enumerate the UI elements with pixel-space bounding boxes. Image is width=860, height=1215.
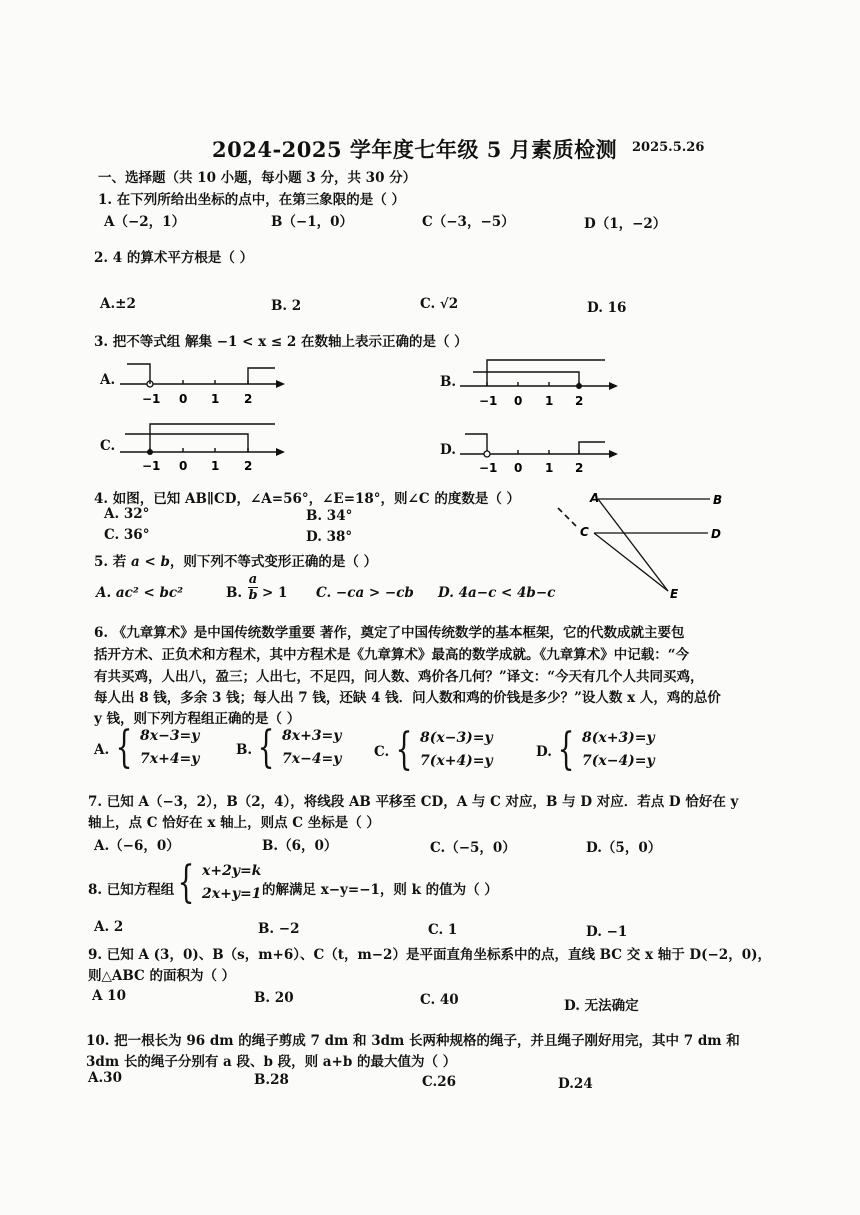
equation: 8(x−3)=y <box>420 730 493 746</box>
q1-option-d: D（1，−2） <box>584 216 667 232</box>
q5-condition: a < b <box>131 554 170 570</box>
point-label-a: A <box>590 491 600 505</box>
q9-option-b: B. 20 <box>254 990 294 1006</box>
brace: { <box>115 722 133 773</box>
tick-label: 0 <box>514 461 523 475</box>
q6-line-1: 6. 《九章算术》是中国传统数学重要 著作，奠定了中国传统数学的基本框架，它的代数成就主要包 <box>94 625 685 641</box>
q8-stem-prefix: 8. 已知方程组 <box>88 882 175 898</box>
q10-option-d: D.24 <box>558 1076 593 1092</box>
page-title: 2024-2025 学年度七年级 5 月素质检测 <box>212 137 618 162</box>
q10-line-2: 3dm 长的绳子分别有 a 段、b 段，则 a+b 的最大值为（ ） <box>86 1054 457 1070</box>
q6-option-a: A. <box>94 742 110 758</box>
q6-line-5: y 钱，则下列方程组正确的是（ ） <box>94 711 301 727</box>
tick-label: 1 <box>211 392 220 406</box>
point-label-b: B <box>713 493 723 507</box>
tick-label: 0 <box>514 394 523 408</box>
equation: x+2y=k <box>202 863 262 879</box>
q5-option-b-rest: > 1 <box>262 585 288 601</box>
q2-option-c: C. √2 <box>420 296 459 312</box>
number-line-c <box>115 420 290 474</box>
point-label-c: C <box>580 525 589 539</box>
q6-option-b: B. <box>236 742 253 758</box>
tick-label: 1 <box>545 394 554 408</box>
q9-option-a: A 10 <box>92 988 126 1004</box>
q8-option-b: B. −2 <box>258 921 300 937</box>
q3-option-c: C. <box>100 438 116 454</box>
q3-option-a: A. <box>100 372 116 388</box>
equation: 7(x−4)=y <box>582 753 655 769</box>
number-line-d <box>455 424 625 476</box>
q5-option-c: C. −ca > −cb <box>316 585 414 601</box>
q6-system-a <box>110 722 200 773</box>
point-label-e: E <box>670 587 679 601</box>
q4-stem: 4. 如图，已知 AB∥CD，∠A=56°，∠E=18°，则∠C 的度数是（ ） <box>94 491 521 507</box>
q2-option-d: D. 16 <box>587 300 627 316</box>
exam-date: 2025.5.26 <box>632 140 705 155</box>
q5-stem-suffix: ，则下列不等式变形正确的是（ ） <box>169 554 378 570</box>
fraction-numerator: a <box>248 572 258 587</box>
q5-option-b-letter: B. <box>226 585 243 601</box>
q1-option-c: C（−3，−5） <box>422 214 515 230</box>
q2-option-b: B. 2 <box>271 298 302 314</box>
fraction-denominator: b <box>248 588 258 603</box>
q1-stem: 1. 在下列所给出坐标的点中，在第三象限的是（ ） <box>98 192 405 208</box>
q3-option-d: D. <box>440 442 456 458</box>
tick-label: 1 <box>211 459 220 473</box>
brace: { <box>395 724 413 775</box>
q4-geometry-figure <box>550 488 730 603</box>
equation: 8(x+3)=y <box>582 730 655 746</box>
q6-line-3: 有共买鸡，人出八，盈三；人出七，不足四，问人数、鸡价各几何？”译文：“今天有几个人共同买鸡， <box>94 669 704 685</box>
q7-line-1: 7. 已知 A（−3，2），B（2，4），将线段 AB 平移至 CD，A 与 C 对应，B 与 D 对应．若点 D 恰好在 y <box>88 794 739 810</box>
q7-option-d: D.（5，0） <box>586 840 662 856</box>
tick-label: −1 <box>142 459 161 473</box>
q6-system-c <box>390 724 493 775</box>
brace: { <box>177 857 195 908</box>
q6-system-b <box>252 722 342 773</box>
q2-stem: 2. 4 的算术平方根是（ ） <box>94 250 254 266</box>
number-line-b <box>455 356 625 410</box>
q4-option-a: A. 32° <box>104 506 150 522</box>
q8-option-d: D. −1 <box>586 924 628 940</box>
equation: 7x−4=y <box>282 751 342 767</box>
q7-option-b: B.（6，0） <box>262 838 338 854</box>
tick-label: 2 <box>575 461 584 475</box>
q6-option-c: C. <box>374 744 390 760</box>
q7-option-a: A.（−6，0） <box>94 838 180 854</box>
q10-option-c: C.26 <box>422 1074 456 1090</box>
tick-label: −1 <box>479 461 498 475</box>
q5-fraction <box>248 572 258 603</box>
tick-label: 0 <box>179 459 188 473</box>
q10-line-1: 10. 把一根长为 96 dm 的绳子剪成 7 dm 和 3dm 长两种规格的绳子，并且绳子刚好用完，其中 7 dm 和 <box>86 1033 740 1049</box>
q3-stem: 3. 把不等式组 解集 −1 < x ≤ 2 在数轴上表示正确的是（ ） <box>94 334 468 350</box>
tick-label: 2 <box>244 459 253 473</box>
equation: 7x+4=y <box>140 751 200 767</box>
tick-label: 2 <box>244 392 253 406</box>
q5-stem <box>94 550 377 570</box>
tick-label: −1 <box>142 392 161 406</box>
q9-line-2: 则△ABC 的面积为（ ） <box>88 968 236 984</box>
point-label-d: D <box>711 527 721 541</box>
equation: 8x−3=y <box>140 728 200 744</box>
brace: { <box>257 722 275 773</box>
tick-label: −1 <box>479 394 498 408</box>
q6-line-4: 每人出 8 钱，多余 3 钱；每人出 7 钱，还缺 4 钱．问人数和鸡的价钱是多少？”设人数 x 人，鸡的总价 <box>94 690 721 706</box>
q4-option-d: D. 38° <box>306 529 353 545</box>
q6-line-2: 括开方术、正负术和方程术，其中方程术是《九章算术》最高的数学成就。《九章算术》中记载：“今 <box>94 647 690 663</box>
q6-option-d: D. <box>536 744 552 760</box>
q3-option-b: B. <box>440 374 457 390</box>
q8-stem-suffix: 的解满足 x−y=−1，则 k 的值为（ ） <box>262 882 498 898</box>
q8-option-a: A. 2 <box>94 919 124 935</box>
q7-line-2: 轴上，点 C 恰好在 x 轴上，则点 C 坐标是（ ） <box>88 815 380 831</box>
equation: 7(x+4)=y <box>420 753 493 769</box>
number-line-a <box>115 360 290 410</box>
tick-label: 0 <box>179 392 188 406</box>
q4-option-b: B. 34° <box>306 508 353 524</box>
q8-system <box>172 857 262 908</box>
tick-label: 2 <box>575 394 584 408</box>
q5-stem-prefix: 5. 若 <box>94 554 131 570</box>
q1-option-a: A（−2，1） <box>104 214 186 230</box>
q7-option-c: C.（−5，0） <box>430 840 516 856</box>
q6-system-d <box>552 724 655 775</box>
q4-option-c: C. 36° <box>104 527 150 543</box>
q10-option-a: A.30 <box>88 1070 122 1086</box>
equation: 2x+y=1 <box>202 886 262 902</box>
q2-option-a: A.±2 <box>100 296 136 312</box>
q5-option-d: D. 4a−c < 4b−c <box>438 585 556 601</box>
q9-option-d: D. 无法确定 <box>564 998 639 1014</box>
section-heading: 一、选择题（共 10 小题，每小题 3 分，共 30 分） <box>98 170 417 186</box>
brace: { <box>557 724 575 775</box>
q5-option-a: A. ac² < bc² <box>96 585 184 601</box>
tick-label: 1 <box>545 461 554 475</box>
q1-option-b: B（−1，0） <box>271 214 354 230</box>
q9-line-1: 9. 已知 A (3，0)、B（s，m+6）、C（t，m−2）是平面直角坐标系中的点，直线 BC 交 x 轴于 D(−2，0)， <box>88 947 771 963</box>
equation: 8x+3=y <box>282 728 342 744</box>
q10-option-b: B.28 <box>254 1072 289 1088</box>
q8-option-c: C. 1 <box>428 922 458 938</box>
q9-option-c: C. 40 <box>420 992 459 1008</box>
